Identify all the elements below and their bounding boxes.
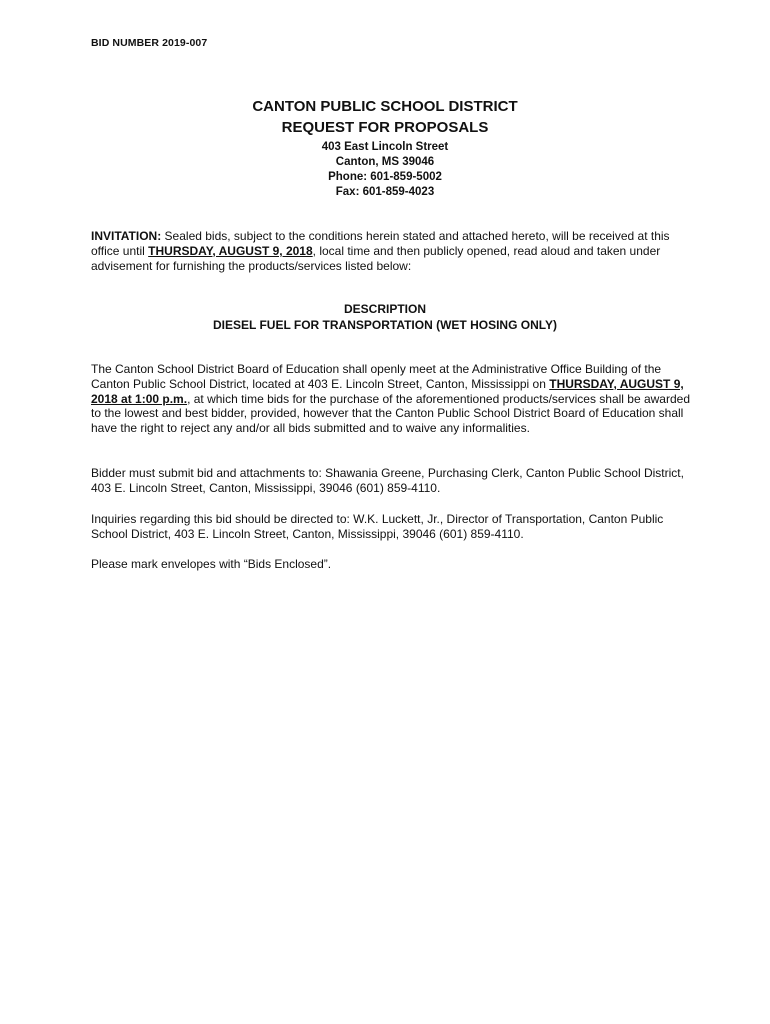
- board-text-1: The Canton School District Board of Education shall openly meet at the Administrative Office Building of the Canton Public School District, located at 403 E. Lincoln Street, Canton, Mississippi on: [91, 362, 662, 391]
- invitation-label: INVITATION:: [91, 229, 162, 243]
- board-text-2: , at which time bids for the purchase of the aforementioned products/services shall be awarded to the lowest and best bidder, provided, however that the Canton Public School District Board of Education shall have the right to reject any and/or all bids submitted and to waive any informalities.: [91, 391, 691, 436]
- description-heading: DESCRIPTION: [343, 302, 426, 316]
- board-meeting-paragraph: [91, 362, 691, 436]
- phone-number: Phone: 601-859-5002: [328, 171, 442, 183]
- street-address: 403 East Lincoln Street: [321, 141, 449, 153]
- letterhead: [0, 96, 770, 200]
- bid-due-date: THURSDAY, AUGUST 9, 2018: [148, 243, 313, 258]
- invitation-text-2: , local time and then publicly opened, read aloud and taken under advisement for furnishing the products/services listed below:: [91, 243, 661, 273]
- rfp-title: REQUEST FOR PROPOSALS: [281, 119, 489, 136]
- invitation-paragraph: [91, 229, 691, 273]
- invitation-text-1: Sealed bids, subject to the conditions herein stated and attached hereto, will be received at this office until: [91, 229, 670, 258]
- submission-paragraph: Bidder must submit bid and attachments to: Shawania Greene, Purchasing Clerk, Canton Public School District, 403 E. Lincoln Street, Canton, Mississippi, 39046 (601) 859-4110.: [91, 466, 684, 495]
- bid-number: BID NUMBER 2019-007: [91, 37, 208, 49]
- board-meeting-datetime: THURSDAY, AUGUST 9, 2018 at 1:00 p.m.: [91, 376, 684, 406]
- description-item: DIESEL FUEL FOR TRANSPORTATION (WET HOSING ONLY): [212, 317, 557, 332]
- city-state-zip: Canton, MS 39046: [335, 156, 435, 168]
- description-block: [0, 302, 770, 333]
- inquiries-paragraph: Inquiries regarding this bid should be directed to: W.K. Luckett, Jr., Director of Transportation, Canton Public School District, 403 E. Lincoln Street, Canton, Mississippi, 39046 (601) 859-4110.: [91, 512, 664, 541]
- envelope-note: Please mark envelopes with “Bids Enclosed”.: [91, 557, 332, 571]
- fax-number: Fax: 601-859-4023: [335, 186, 435, 198]
- org-name: CANTON PUBLIC SCHOOL DISTRICT: [252, 98, 518, 115]
